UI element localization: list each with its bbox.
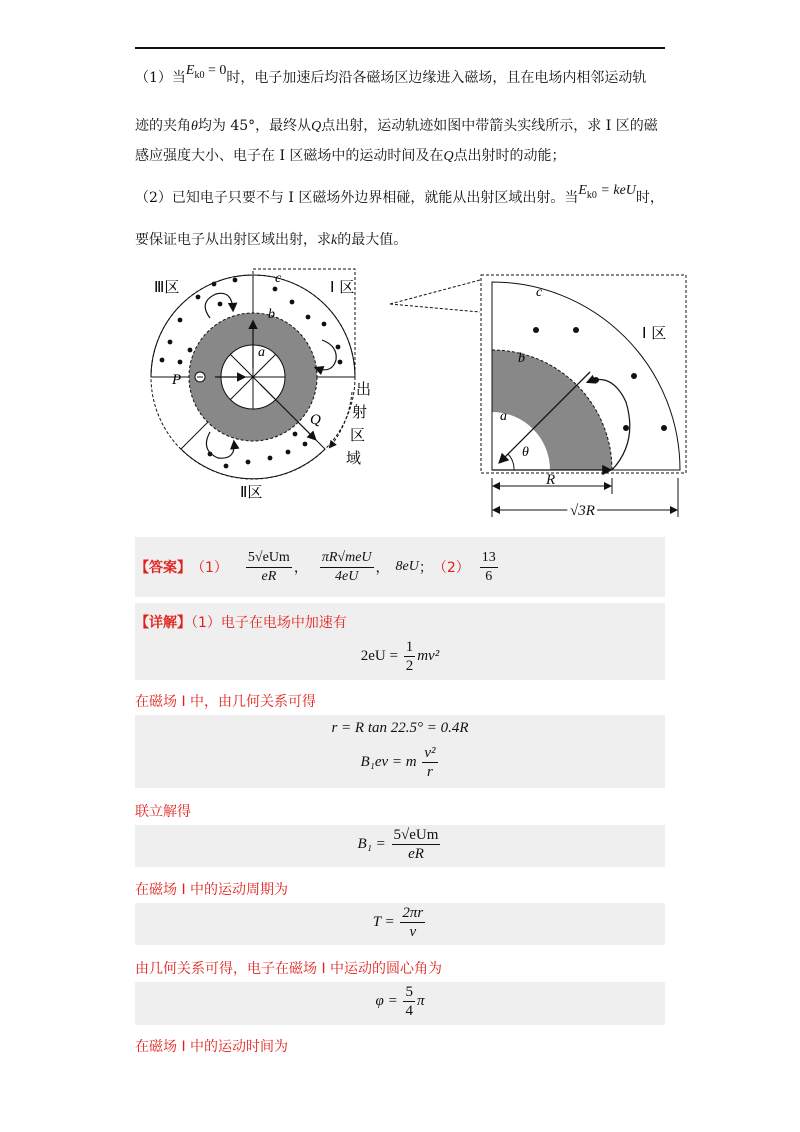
a-label-right: a — [500, 409, 507, 424]
eq6-frac — [403, 983, 415, 1020]
answer-k-den: 6 — [485, 568, 493, 584]
p2-text-1a: （2）已知电子只要不与 I 区磁场外边界相碰，就能从出射区域出射。当 — [135, 190, 579, 206]
answer-tag: 【答案】 — [135, 560, 191, 576]
p1-text-2c: 点出射，运动轨迹如图中带箭头实线所示，求 I 区的磁 — [321, 118, 658, 134]
eq1-den: 2 — [405, 658, 414, 674]
solution-intro — [135, 612, 347, 632]
p1-text-2a: 迹的夹角 — [135, 118, 191, 134]
exit-char-4: 域 — [346, 449, 362, 467]
exit-char-2: 射 — [352, 403, 368, 421]
p2-text-1b: 时， — [635, 190, 664, 206]
eq5-left: T = — [372, 913, 395, 930]
answer-t-frac — [320, 549, 374, 586]
theta-symbol: θ — [191, 119, 198, 134]
answer-b1-den: eR — [261, 568, 277, 584]
callout-lines — [385, 270, 485, 320]
solution-step-3: 在磁场 I 中的运动周期为 — [135, 882, 289, 898]
ek0-subscript: k0 — [194, 69, 205, 81]
ek0-symbol-2: E — [578, 183, 587, 198]
zone1-label: I 区 — [330, 278, 355, 296]
answer-b1-frac — [246, 549, 292, 586]
figure-right — [478, 272, 688, 522]
p1-text-2b: 均为 45°，最终从 — [197, 118, 312, 134]
k-symbol: k — [331, 233, 338, 248]
eq5-num: 2πr — [402, 905, 424, 921]
c-label: c — [275, 271, 282, 286]
eq2: r = R tan 22.5° = 0.4R — [331, 720, 469, 736]
r-dim-label: R — [546, 472, 556, 488]
eq6-left: φ = — [375, 992, 398, 1009]
answer-part2: （2） — [432, 560, 470, 576]
answer-sep1: ， — [293, 560, 308, 576]
answer-sep3: ； — [418, 560, 433, 576]
solution-intro-text: （1）电子在电场中加速有 — [191, 615, 347, 631]
zone2-label: Ⅱ区 — [240, 483, 263, 501]
eq1-frac — [404, 638, 416, 675]
eq6 — [135, 983, 665, 1020]
problem-line-2 — [135, 118, 658, 135]
p2-text-2a: 要保证电子从出射区域出射，求 — [135, 232, 331, 248]
ek0-subscript-2: k0 — [586, 189, 597, 201]
eq4-den: eR — [408, 846, 424, 862]
eq3-den: r — [427, 764, 433, 780]
eq3 — [135, 744, 665, 781]
top-rule — [135, 47, 665, 49]
exit-region-arc — [330, 392, 352, 447]
problem-line-1 — [135, 63, 647, 92]
p1-text-3a: 感应强度大小、电子在 I 区磁场中的运动时间及在 — [135, 148, 444, 164]
ek0-eq-zero: = 0 — [207, 63, 227, 78]
problem-line-5 — [135, 232, 407, 249]
solution-step-4: 由几何关系可得，电子在磁场 I 中运动的圆心角为 — [135, 961, 443, 977]
p1-text-1: 时，电子加速后均沿各磁场区边缘进入磁场，且在电场内相邻运动轨 — [226, 70, 647, 86]
eq1 — [135, 638, 665, 675]
solution-tag: 【详解】 — [135, 615, 191, 631]
solution-step-1: 在磁场 I 中，由几何关系可得 — [135, 694, 317, 710]
problem-line-4 — [135, 183, 664, 212]
exit-char-3: 区 — [350, 426, 366, 444]
eq3-left: B₁ev = m — [360, 753, 417, 770]
eq5-den: v — [409, 924, 417, 940]
b-label: b — [268, 307, 275, 322]
a-label: a — [258, 345, 265, 360]
answer-b1-num: 5√eUm — [246, 549, 292, 568]
problem-line-3 — [135, 148, 566, 165]
q-label: Q — [310, 412, 321, 428]
ek0-symbol: E — [185, 63, 195, 78]
zone1-label-right: I 区 — [642, 324, 667, 342]
exit-char-1: 出 — [356, 380, 372, 398]
answer-k-num: 13 — [480, 549, 498, 568]
p1-text-3b: 点出射时的动能； — [453, 148, 566, 164]
solution-step-2: 联立解得 — [135, 804, 191, 820]
theta-label-right: θ — [522, 445, 529, 460]
answer-t-den: 4eU — [335, 568, 359, 584]
zone3-label: Ⅲ区 — [154, 278, 180, 296]
answer-sep2: ， — [375, 560, 390, 576]
solution-step-5: 在磁场 I 中的运动时间为 — [135, 1039, 289, 1055]
answer-ek: 8eU — [395, 559, 419, 574]
eq6-right: π — [416, 992, 425, 1009]
eq3-frac — [422, 744, 437, 781]
figure-left — [140, 262, 380, 512]
ek0-eq-keu: = keU — [600, 183, 636, 198]
p1-prefix: （1）当 — [135, 70, 186, 86]
eq6-num: 5 — [405, 984, 413, 1000]
answer-t-num: πR√meU — [320, 549, 374, 568]
c-label-right: c — [536, 285, 543, 300]
eq6-den: 4 — [405, 1003, 413, 1019]
eq1-left: 2eU = — [360, 647, 398, 664]
eq1-right: mv² — [417, 647, 440, 664]
p2-text-2b: 的最大值。 — [337, 232, 408, 248]
b-label-right: b — [518, 351, 525, 366]
answer-k-frac — [480, 549, 498, 586]
answer-part1: （1） — [191, 560, 228, 576]
eq4-left: B₁ = — [357, 835, 386, 852]
eq4-num: 5√eUm — [393, 827, 439, 843]
eq4-frac — [392, 826, 441, 863]
eq5-frac — [400, 904, 425, 941]
q-symbol: Q — [311, 119, 322, 134]
eq1-num: 1 — [405, 639, 414, 655]
q-symbol-2: Q — [443, 149, 454, 164]
answer-line — [135, 541, 500, 593]
eq3-num: v² — [424, 745, 436, 761]
eq4 — [135, 826, 665, 863]
eq5 — [135, 904, 665, 941]
sqrt3r-dim-label: √3R — [570, 503, 595, 519]
p-label: P — [172, 372, 182, 388]
